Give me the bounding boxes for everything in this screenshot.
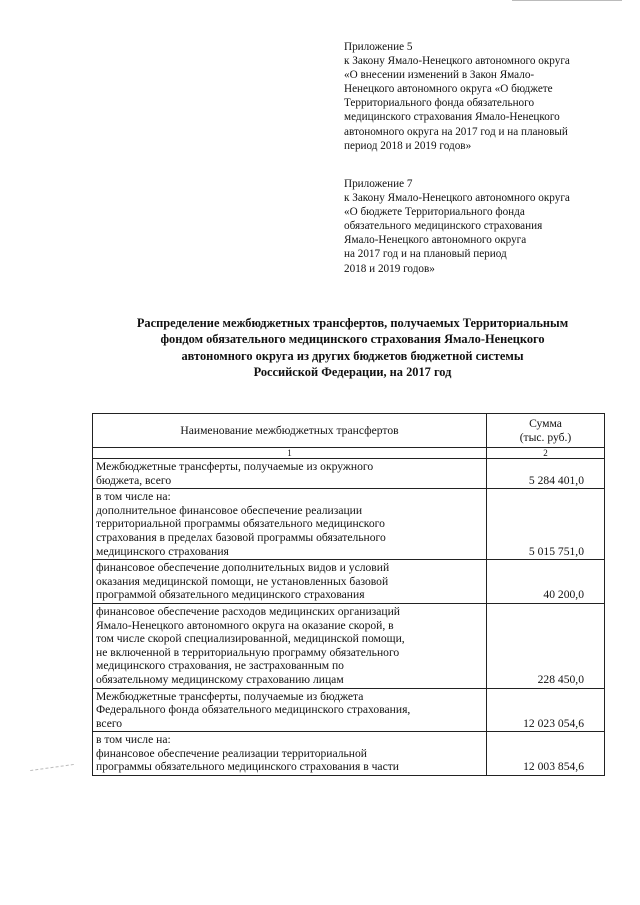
col-number-2: 2 — [487, 448, 605, 459]
appendix-7-header: Приложение 7 к Закону Ямало-Ненецкого автономного округа «О бюджете Территориального фонда обязательного медицинского страхования Ямало-Ненецкого автономного округа на 2017 год и на плановый период 2018 и 2019 годов» — [344, 178, 570, 275]
row-name: Межбюджетные трансферты, получаемые из окружного бюджета, всего — [93, 459, 487, 489]
col-number-1: 1 — [93, 448, 487, 459]
row-name: финансовое обеспечение расходов медицинских организаций Ямало-Ненецкого автономного округа на оказание скорой, в том числе скорой специализированной, медицинской помощи, не включенной в территориальную программу обязательного медицинского страхования, не застрахованным по обязательному медицинскому страхованию лицам — [93, 603, 487, 688]
table-row — [93, 688, 605, 732]
table-row — [93, 560, 605, 604]
table-row — [93, 489, 605, 560]
row-amount: 5 015 751,0 — [487, 489, 605, 560]
row-name: в том числе на: финансовое обеспечение реализации территориальной программы обязательного медицинского страхования в части — [93, 732, 487, 776]
col-header-name: Наименование межбюджетных трансфертов — [93, 414, 487, 448]
appendix-5-header: Приложение 5 к Закону Ямало-Ненецкого автономного округа «О внесении изменений в Закон Ямало- Ненецкого автономного округа «О бюджете Территориального фонда обязательного медицинского страхования Ямало-Ненецкого автономного округа на 2017 год и на плановый период 2018 и 2019 годов» — [344, 41, 570, 152]
row-amount: 228 450,0 — [487, 603, 605, 688]
transfers-table — [92, 413, 605, 776]
col-header-amount: Сумма (тыс. руб.) — [487, 414, 605, 448]
row-amount: 5 284 401,0 — [487, 459, 605, 489]
row-name: Межбюджетные трансферты, получаемые из бюджета Федерального фонда обязательного медицинского страхования, всего — [93, 688, 487, 732]
table-header-row — [93, 414, 605, 448]
row-amount: 12 023 054,6 — [487, 688, 605, 732]
table-row — [93, 732, 605, 776]
document-title: Распределение межбюджетных трансфертов, получаемых Территориальным фондом обязательного медицинского страхования Ямало-Ненецкого автономного округа из других бюджетов бюджетной системы Российской Федерации, на 2017 год — [136, 316, 569, 380]
scan-edge-mark — [512, 0, 622, 1]
row-name: в том числе на: дополнительное финансовое обеспечение реализации территориальной программы обязательного медицинского страхования в пределах базовой программы обязательного медицинского страхования — [93, 489, 487, 560]
scan-margin-mark — [30, 764, 74, 771]
row-name: финансовое обеспечение дополнительных видов и условий оказания медицинской помощи, не установленных базовой программой обязательного медицинского страхования — [93, 560, 487, 604]
table-column-numbers-row — [93, 448, 605, 459]
table-row — [93, 603, 605, 688]
row-amount: 12 003 854,6 — [487, 732, 605, 776]
row-amount: 40 200,0 — [487, 560, 605, 604]
table-row — [93, 459, 605, 489]
